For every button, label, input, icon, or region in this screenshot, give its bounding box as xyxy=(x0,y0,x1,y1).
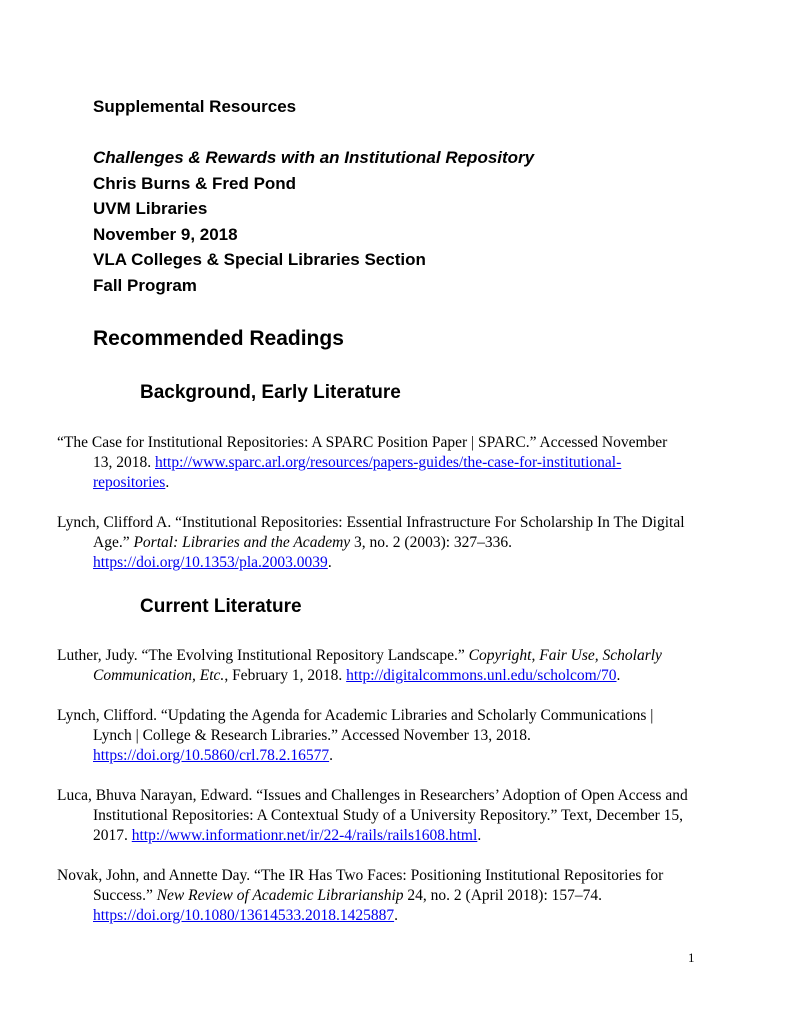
presentation-title: Challenges & Rewards with an Institutional Repository xyxy=(93,148,535,167)
affiliation-line: UVM Libraries xyxy=(93,199,208,218)
citation-work-title: Portal: Libraries and the Academy xyxy=(133,534,351,551)
background-section xyxy=(57,379,791,573)
citation xyxy=(57,646,791,686)
citation-text: Lynch | College & Research Libraries.” Accessed November 13, 2018. xyxy=(93,727,531,744)
citation-line xyxy=(57,786,791,806)
authors-line: Chris Burns & Fred Pond xyxy=(93,173,297,193)
citation-text: Luca, Bhuva Narayan, Edward. “Issues and Challenges in Researchers’ Adoption of Open Access and xyxy=(57,787,688,804)
citation-text: 2017. xyxy=(93,827,132,844)
date-line: November 9, 2018 xyxy=(93,224,238,244)
background-citation-list xyxy=(57,433,791,573)
citation xyxy=(57,866,791,926)
page-number: 1 xyxy=(688,950,695,965)
citation-line xyxy=(57,513,791,533)
citation-line xyxy=(93,666,791,686)
citation-text: “The Case for Institutional Repositories: A SPARC Position Paper | SPARC.” Accessed November xyxy=(57,434,668,451)
citation xyxy=(57,706,791,766)
citation-work-title: New Review of Academic Librarianship xyxy=(156,887,404,904)
citation-text: 24, no. 2 (April 2018): 157–74. xyxy=(403,887,603,904)
citation-hyperlink[interactable]: http://www.informationr.net/ir/22-4/rails/rails1608.html xyxy=(131,827,478,844)
citation-line xyxy=(93,806,791,826)
citation-text: . xyxy=(394,907,398,924)
background-heading: Background, Early Literature xyxy=(140,382,401,403)
current-section xyxy=(57,593,791,926)
citation-line xyxy=(57,706,791,726)
citation-hyperlink[interactable]: https://doi.org/10.5860/crl.78.2.16577 xyxy=(93,747,330,764)
citation-line xyxy=(93,746,791,766)
citation-hyperlink[interactable]: repositories xyxy=(93,474,166,491)
citation-line xyxy=(93,886,791,906)
current-citation-list xyxy=(57,646,791,926)
citation-text: . xyxy=(329,747,333,764)
citation-line xyxy=(93,533,791,553)
citation-hyperlink[interactable]: http://www.sparc.arl.org/resources/papers-guides/the-case-for-institutional- xyxy=(155,454,622,471)
program-line: Fall Program xyxy=(93,275,197,295)
citation-text: Novak, John, and Annette Day. “The IR Has Two Faces: Positioning Institutional Repositories for xyxy=(57,867,664,884)
citation-line xyxy=(93,473,791,493)
citation-text: Lynch, Clifford A. “Institutional Repositories: Essential Infrastructure For Scholarship In The Digital xyxy=(57,514,685,531)
citation xyxy=(57,786,791,846)
citation-text: . xyxy=(616,667,621,684)
citation-line xyxy=(93,826,791,846)
document-header xyxy=(93,94,791,298)
citation-line xyxy=(93,906,791,926)
citation-text: Institutional Repositories: A Contextual Study of a University Repository.” Text, December 15, xyxy=(93,807,683,824)
citation-line xyxy=(93,453,791,473)
citation-text: 13, 2018. xyxy=(93,454,155,471)
citation-line xyxy=(57,433,791,453)
citation-work-title: Communication, Etc. xyxy=(93,667,225,684)
citation-hyperlink[interactable]: https://doi.org/10.1080/13614533.2018.1425887 xyxy=(93,907,395,924)
citation-line xyxy=(57,866,791,886)
citation-text: . xyxy=(477,827,482,844)
citation-text: . xyxy=(327,554,332,571)
citation-text: Luther, Judy. “The Evolving Institutional Repository Landscape.” xyxy=(57,647,469,664)
citation-text: . xyxy=(165,474,170,491)
citation-text: Lynch, Clifford. “Updating the Agenda for Academic Libraries and Scholarly Communications | xyxy=(57,707,654,724)
citation-line xyxy=(93,553,791,573)
citation-text: 3, no. 2 (2003): 327–336. xyxy=(350,534,513,551)
recommended-readings-heading: Recommended Readings xyxy=(93,327,344,350)
citation xyxy=(57,513,791,573)
citation-text: , February 1, 2018. xyxy=(224,667,347,684)
current-heading: Current Literature xyxy=(140,596,302,617)
citation-line xyxy=(93,726,791,746)
citation xyxy=(57,433,791,493)
event-line: VLA Colleges & Special Libraries Section xyxy=(93,250,426,269)
citation-text: Success.” xyxy=(93,887,157,904)
doc-title: Supplemental Resources xyxy=(93,97,297,116)
citation-text: Age.” xyxy=(93,534,134,551)
citation-line xyxy=(57,646,791,666)
citation-work-title: Copyright, Fair Use, Scholarly xyxy=(468,647,662,664)
citation-hyperlink[interactable]: https://doi.org/10.1353/pla.2003.0039 xyxy=(93,554,328,571)
citation-hyperlink[interactable]: http://digitalcommons.unl.edu/scholcom/70 xyxy=(346,667,617,684)
